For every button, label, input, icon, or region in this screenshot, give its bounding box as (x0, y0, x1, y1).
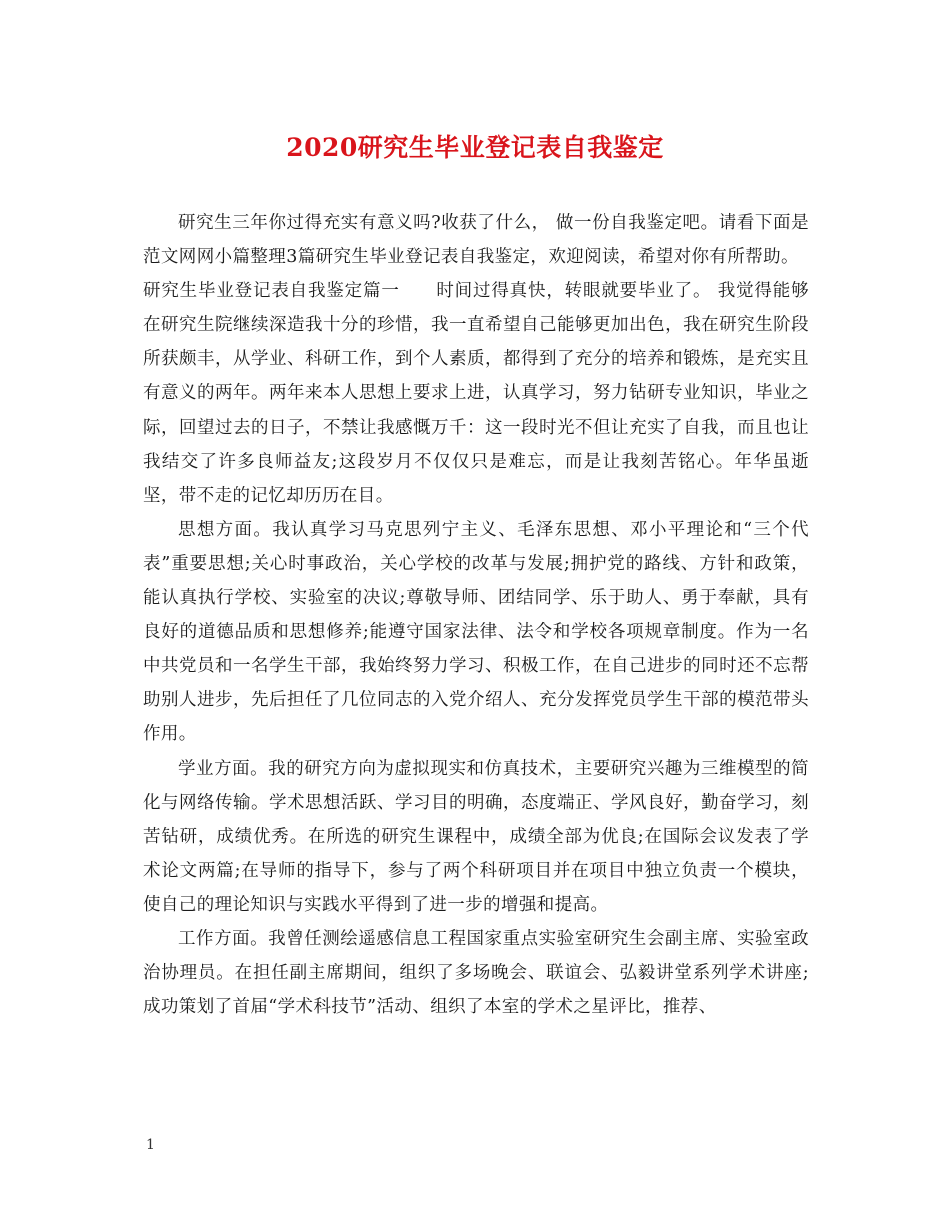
paragraph-section-one: 研究生毕业登记表自我鉴定篇一 时间过得真快，转眼就要毕业了。 我觉得能够在研究生院继续深造我十分的珍惜，我一直希望自己能够更加出色，我在研究生阶段所获颇丰，从学业、科研工作，到个人素质，都得到了充分的培养和锻炼，是充实且有意义的两年。两年来本人思想上要求上进，认真学习，努力钻研专业知识，毕业之际，回望过去的日子，不禁让我感慨万千：这一段时光不但让充实了自我，而且也让我结交了许多良师益友;这段岁月不仅仅只是难忘，而是让我刻苦铭心。年华虽逝坚，带不走的记忆却历历在目。 (143, 281, 809, 506)
paragraph-intro: 研究生三年你过得充实有意义吗?收获了什么， 做一份自我鉴定吧。请看下面是范文网网小篇整理3篇研究生毕业登记表自我鉴定，欢迎阅读，希望对你有所帮助。 (143, 213, 809, 268)
document-body (143, 206, 809, 1024)
paragraph-study: 学业方面。我的研究方向为虚拟现实和仿真技术，主要研究兴趣为三维模型的简化与网络传输。学术思想活跃、学习目的明确，态度端正、学风良好，勤奋学习，刻苦钻研，成绩优秀。在所选的研究生课程中，成绩全部为优良;在国际会议发表了学术论文两篇;在导师的指导下，参与了两个科研项目并在项目中独立负责一个模块，使自己的理论知识与实践水平得到了进一步的增强和提高。 (143, 758, 809, 915)
page-number: 1 (146, 1137, 155, 1153)
paragraph-thought: 思想方面。我认真学习马克思列宁主义、毛泽东思想、邓小平理论和“三个代表”重要思想;关心时事政治，关心学校的改革与发展;拥护党的路线、方针和政策，能认真执行学校、实验室的决议;尊敬导师、团结同学、乐于助人、勇于奉献，具有良好的道德品质和思想修养;能遵守国家法律、法令和学校各项规章制度。作为一名中共党员和一名学生干部，我始终努力学习、积极工作，在自己进步的同时还不忘帮助别人进步，先后担任了几位同志的入党介绍人、充分发挥党员学生干部的模范带头作用。 (143, 519, 809, 745)
document-title: 2020研究生毕业登记表自我鉴定 (286, 133, 664, 162)
paragraph-work: 工作方面。我曾任测绘遥感信息工程国家重点实验室研究生会副主席、实验室政治协理员。在担任副主席期间，组织了多场晚会、联谊会、弘毅讲堂系列学术讲座;成功策划了首届“学术科技节”活动、组织了本室的学术之星评比，推荐、 (143, 928, 809, 1018)
